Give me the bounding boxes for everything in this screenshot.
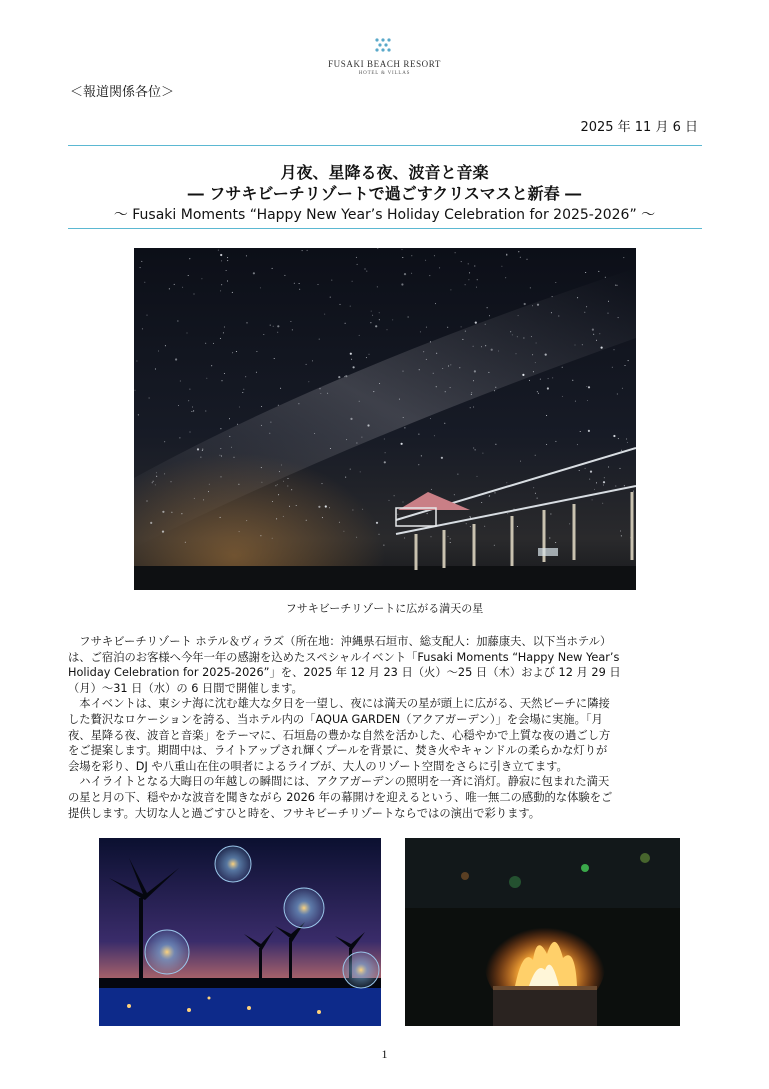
title-line-1: 月夜、星降る夜、波音と音楽 <box>280 163 489 182</box>
aqua-garden-night-photo <box>99 838 381 1026</box>
brand-subtitle: HOTEL & VILLAS <box>358 71 411 76</box>
body-line: 会場を彩り、DJ や八重山在住の唄者によるライブが、大人のリゾート空間をさらに引き立てます。 <box>68 759 568 773</box>
body-line: （月）～31 日（水）の 6 日間で開催します。 <box>68 681 303 695</box>
body-line: 夜、星降る夜、波音と音楽」をテーマに、石垣島の豊かな自然を活かした、心穏やかで上質な夜の過ごし方 <box>68 728 611 742</box>
brand-name: FUSAKI BEACH RESORT <box>328 59 441 69</box>
body-line: 提供します。大切な人と過ごすひと時を、フサキビーチリゾートならではの演出で彩ります。 <box>68 806 541 820</box>
body-line: 本イベントは、東シナ海に沈む雄大な夕日を一望し、夜には満天の星が頭上に広がる、天然ビーチに隣接 <box>79 697 610 711</box>
title-line-3: ～ Fusaki Moments “Happy New Year’s Holiday Celebration for 2025-2026” ～ <box>113 207 656 223</box>
starry-sky-photo <box>134 248 636 590</box>
title-top-rule <box>68 145 702 146</box>
title-bottom-rule <box>68 228 702 229</box>
body-text <box>68 634 708 821</box>
page-number: 1 <box>381 1047 388 1061</box>
release-date: 2025 年 11 月 6 日 <box>580 120 698 135</box>
title-line-2: ― フサキビーチリゾートで過ごすクリスマスと新春 ― <box>187 184 582 203</box>
body-line: は、ご宿泊のお客様へ今年一年の感謝を込めたスペシャルイベント「Fusaki Moments “Happy New Year’s <box>68 650 620 664</box>
main-photo-caption: フサキビーチリゾートに広がる満天の星 <box>285 602 484 615</box>
resort-logo-icon <box>372 37 394 55</box>
body-line: した贅沢なロケーションを誇る、当ホテル内の「AQUA GARDEN（アクアガーデン）」を会場に実施。「月 <box>68 712 603 726</box>
body-line: Holiday Celebration for 2025-2026”」を、2025 年 12 月 23 日（火）～25 日（木）および 12 月 29 日 <box>68 666 621 680</box>
body-line: フサキビーチリゾート ホテル＆ヴィラズ（所在地：沖縄県石垣市、総支配人：加藤康夫、以下当ホテル） <box>79 635 612 648</box>
body-line: をご提案します。期間中は、ライトアップされ輝くプールを背景に、焚き火やキャンドルの柔らかな灯りが <box>68 744 608 758</box>
recipient-line: ＜報道関係各位＞ <box>70 85 175 100</box>
bonfire-photo <box>405 838 680 1026</box>
body-line: の星と月の下、穏やかな波音を聞きながら 2026 年の幕開けを迎えるという、唯一無二の感動的な体験をご <box>68 790 613 804</box>
body-line: ハイライトとなる大晦日の年越しの瞬間には、アクアガーデンの照明を一斉に消灯。静寂に包まれた満天 <box>79 775 610 789</box>
